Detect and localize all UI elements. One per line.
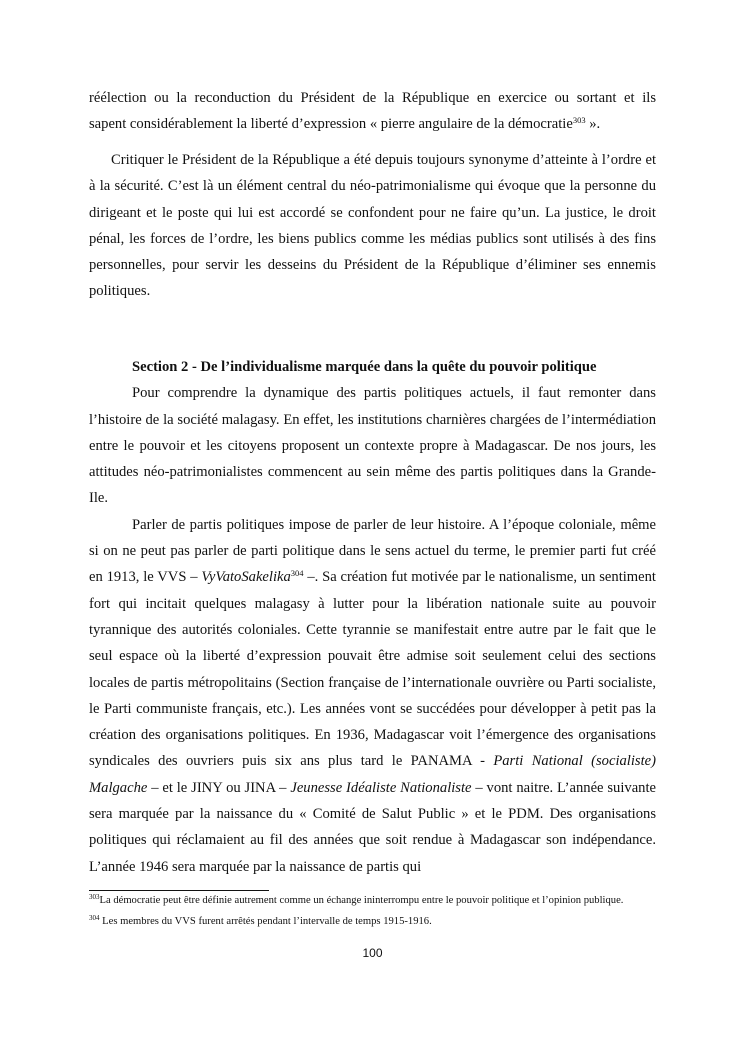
paragraph-1-end: ». [585, 116, 601, 133]
paragraph-4-part-2: –. Sa création fut motivée par le nationalisme, un sentiment fort qui incitait quelques malagasy à lutter pour la libération nationale suite au pouvoir tyrannique des autorités coloniales. Cette tyrannie se manifestait entre autre par le fait que le seul espace où la liberté d’expression pouvait être admise soit seulement celui des sections locales de partis métropolitains (Section française de l’internationale ouvrière ou Parti socialiste, le Parti communiste français, etc.). Les années vont se succédées pour développer à petit pas la création des organisations politiques. En 1936, Madagascar voit l’émergence des organisations syndicales des ouvriers puis six ans plus tard le PANAMA - [89, 569, 656, 770]
footnotes [89, 890, 656, 932]
footnote-304 [89, 911, 656, 932]
footnote-303 [89, 890, 656, 911]
footnote-ref-304[interactable]: 304 [290, 568, 304, 579]
footnote-ref-303[interactable]: 303 [572, 115, 586, 126]
footnote-text: Les membres du VVS furent arrêtés pendant l’intervalle de temps 1915-1916. [99, 916, 432, 927]
page-number: 100 [362, 946, 383, 960]
paragraph-4-part-4: – vont naitre. L’année suivante sera marquée par la naissance du « Comité de Salut Public » et le PDM. Des organisations politiques qui réclamaient au fil des années que soit rendue à Madagascar son indépendance. L’année 1946 sera marquée par la naissance de partis qui [89, 779, 657, 875]
paragraph-1-line-1: réélection ou la reconduction du Président de la République en exercice ou sortant et ils [89, 90, 656, 106]
body-text-middle [89, 147, 656, 305]
paragraph-1-text: sapent considérablement la liberté d’expression « pierre angulaire de la démocratie [89, 116, 573, 133]
footnote-text: La démocratie peut être définie autrement comme un échange ininterrompu entre le pouvoir politique et l’opinion publique. [99, 895, 624, 906]
paragraph-4 [89, 512, 656, 880]
paragraph-4-part-3: – et le JINY ou JINA – [147, 779, 291, 796]
paragraph-3: Pour comprendre la dynamique des partis politiques actuels, il faut remonter dans l’histoire de la société malagasy. En effet, les institutions charnières chargées de l’intermédiation entre le pouvoir et les citoyens proposent un contexte propre à Madagascar. De nos jours, les attitudes néo-patrimonialistes commencent au sein même des partis politiques dans la Grande-Ile. [89, 385, 656, 507]
body-text-section [89, 354, 656, 880]
panama-name: Parti National (socialiste) Malgache [89, 753, 656, 796]
paragraph-2: Critiquer le Président de la République a été depuis toujours synonyme d’atteinte à l’ordre et à la sécurité. C’est là un élément central du néo-patrimonialisme qui évoque que la personne du dirigeant et le poste qui lui est accordé se confondent pour ne faire qu’un. La justice, le droit pénal, les forces de l’ordre, les biens publics comme les médias publics sont utilisés à des fins personnelles, pour servir les desseins du Président de la République d’éliminer ses ennemis politiques. [89, 152, 656, 300]
jina-name: Jeunesse Idéaliste Nationaliste [290, 779, 472, 796]
paragraph-1-line-2 [89, 111, 656, 137]
footnote-number: 303 [89, 893, 100, 901]
body-text-top [89, 85, 656, 138]
footnote-number: 304 [89, 914, 100, 922]
vvs-name: VyVatoSakelika [201, 569, 291, 586]
paragraph-4-part-1: Parler de partis politiques impose de parler de leur histoire. A l’époque coloniale, même si on ne peut pas parler de parti politique dans le sens actuel du terme, le premier parti fut créé en 1913, le VVS – [89, 516, 656, 586]
section-title: Section 2 - De l’individualisme marquée dans la quête du pouvoir politique [132, 359, 597, 375]
